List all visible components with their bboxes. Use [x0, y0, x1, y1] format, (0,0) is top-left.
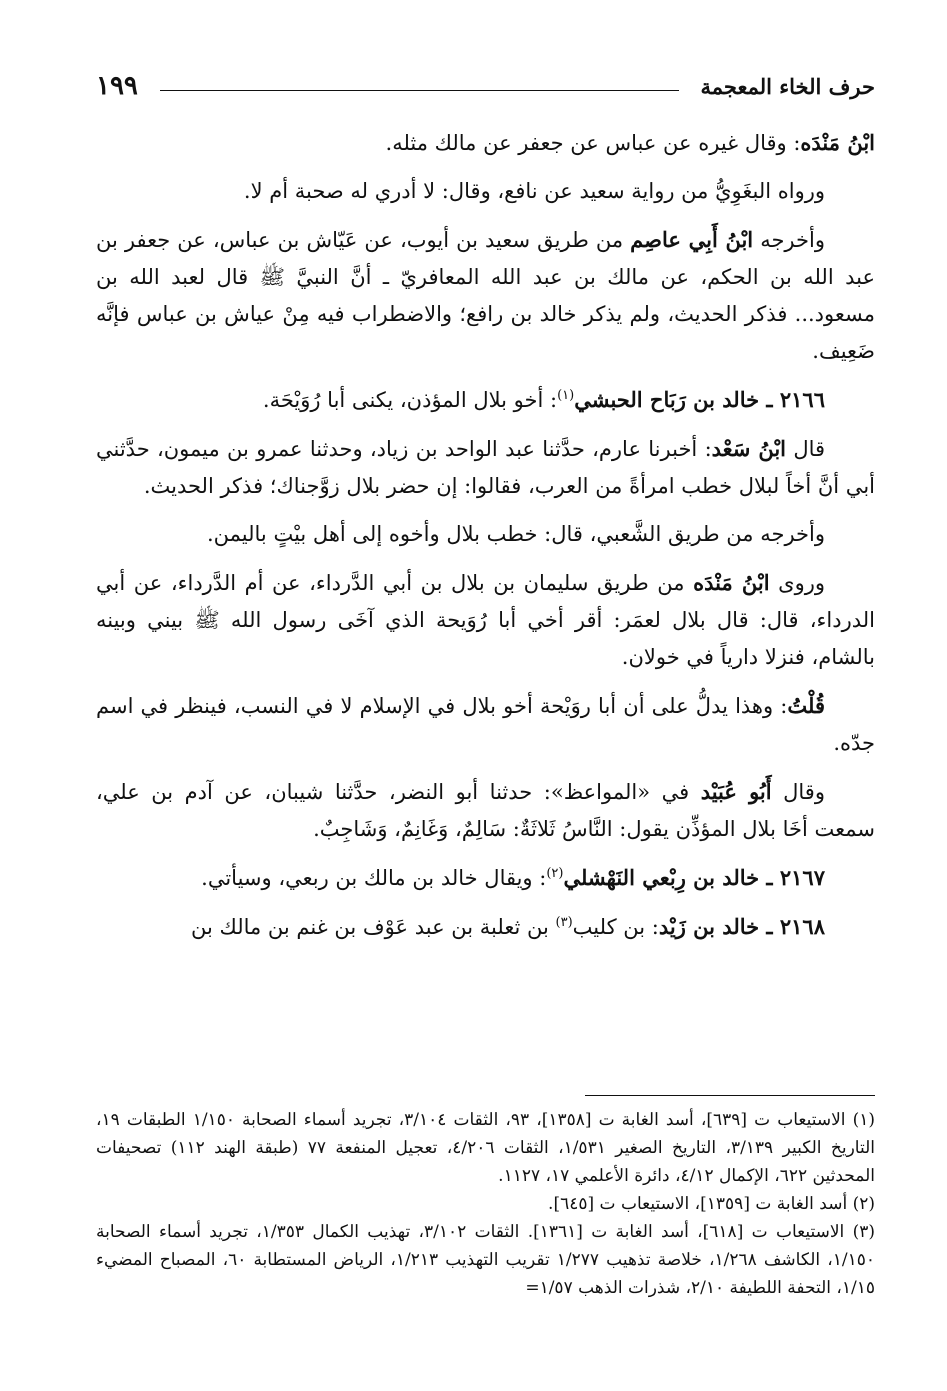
- paragraph-1: [96, 124, 875, 162]
- entry-2168: [96, 908, 875, 946]
- footnote-1: (١) الاستيعاب ت [٦٣٩]، أسد الغابة ت [١٣٥٨]، ٩٣، الثقات ٣/١٠٤، تجريد أسماء الصحابة ١/١٥٠ الطبقات ١٩، التاريخ الكبير ٣/١٣٩، التاريخ الصغير ١/٥٣١، الثقات ٤/٢٠٦، تعجيل المنفعة ٧٧ (طبقة الهند ١١٢) تصحيفات المحدثين ٦٢٢، الإكمال ٤/١٢، دائرة الأعلمي ١٧، ١١٢٧.: [96, 1110, 876, 1186]
- paragraph-text: وروى: [769, 571, 825, 595]
- page-number: ١٩٩: [96, 71, 138, 101]
- paragraph-text: : وهذا يدلُّ على أن أبا روَيْحة أخو بلال في الإسلام لا في النسب، فينظر في اسم جدّه.: [96, 694, 875, 755]
- footnote-separator: [585, 1095, 875, 1096]
- entry-text: : ويقال خالد بن مالك بن ربعي، وسيأتي.: [201, 866, 547, 890]
- footnote-2: (٢) أسد الغابة ت [١٣٥٩]، الاستيعاب ت [٦٤٥].: [548, 1194, 875, 1214]
- entry-2167: [96, 859, 875, 897]
- source-name: ابْنُ سَعْد: [711, 436, 787, 461]
- paragraph-2: ورواه البغَوِيُّ من رواية سعيد عن نافع، وقال: لا أدري له صحبة أم لا.: [243, 179, 825, 203]
- paragraph-text: في «المواعظ»: حدثنا أبو النضر، حدَّثنا شيبان، عن آدم بن علي، سمعت أخَا بلال المؤذِّن يقول: النَّاسُ ثَلاثَةٌ: سَالِمٌ، وَغَانِمٌ، وَشَاجِبٌ.: [96, 780, 875, 841]
- source-name: ابْنُ مَنْدَه: [693, 570, 770, 595]
- paragraph-text: : أخبرنا عارم، حدَّثنا عبد الواحد بن زياد، وحدثنا عمرو بن ميمون، حدَّثني أبي أنَّ أخاً لبلال خطب امرأةً من العرب، فقالوا: إن حضر بلال زوَّجناك؛ فذكر الحديث.: [96, 437, 875, 498]
- paragraph-7: [96, 564, 875, 676]
- paragraph-text: من طريق سعيد بن أيوب، عن عَيّاش بن عباس، عن جعفر بن عبد الله بن الحكم، عن مالك بن عبد الله المعافريّ ـ أنَّ النبيَّ ﷺ قال لعبد الله بن مسعود... فذكر الحديث، ولم يذكر خالد بن رافع؛ والاضطراب فيه مِنْ عياش بن عباس فإنَّه ضَعِيف.: [96, 228, 875, 363]
- paragraph-6: وأخرجه من طريق الشَّعبي، قال: خطب بلال وأخوه إلى أهل بيْتٍ باليمن.: [207, 522, 825, 546]
- source-name: أَبُو عُبَيْد: [700, 779, 772, 804]
- paragraph-5: [96, 430, 875, 505]
- main-text: [96, 124, 875, 957]
- header-rule: [160, 90, 679, 91]
- footnote-ref: (٣): [555, 915, 573, 930]
- footnote-ref: (١): [557, 388, 575, 403]
- entry-2166: [96, 381, 875, 419]
- source-name: ابْنُ مَنْدَه: [800, 130, 875, 155]
- paragraph-8: [96, 687, 875, 762]
- paragraph-9: [96, 773, 875, 848]
- source-name: قُلْتُ: [787, 693, 825, 718]
- chapter-title: حرف الخاء المعجمة: [700, 73, 875, 99]
- entry-text: : بن كليب: [572, 915, 659, 939]
- paragraph-text: قال: [786, 437, 826, 461]
- entry-text: : أخو بلال المؤذن، يكنى أبا رُوَيْحَة.: [262, 388, 558, 412]
- paragraph-3: [96, 221, 875, 370]
- paragraph-text: وقال: [771, 780, 825, 804]
- entry-title: ٢١٦٦ ـ خالد بن رَبَاح الحبشي: [574, 387, 825, 412]
- footnote-3: (٣) الاستيعاب ت [٦١٨]، أسد الغابة ت [١٣٦١]. الثقات ٣/١٠٢، تهذيب الكمال ١/٣٥٣، تجريد أسماء الصحابة ١/١٥٠، الكاشف ١/٢٦٨، خلاصة تذهيب ١/٢٧٧ تقريب التهذيب ١/٢١٣، الرياض المستطابة ٦٠، المصباح المضيء ١/١٥، التحفة اللطيفة ٢/١٠، شذرات الذهب ١/٥٧=: [96, 1222, 875, 1298]
- paragraph-text: وأخرجه: [753, 228, 825, 252]
- source-name: ابْنُ أَبِي عاصِم: [630, 227, 754, 252]
- running-header: [96, 66, 875, 106]
- entry-title: ٢١٦٨ ـ خالد بن زَيْد: [658, 914, 825, 939]
- entry-title: ٢١٦٧ ـ خالد بن رِبْعي النَهْشلي: [563, 865, 825, 890]
- paragraph-text: : وقال غيره عن عباس عن جعفر عن مالك مثله.: [385, 131, 801, 155]
- paragraph-text: من طريق سليمان بن بلال بن أبي الدَّرداء، عن أم الدَّرداء، عن أبي الدرداء، قال: قال بلال لعمَر: أقر أخي أبا رُوَيحة الذي آخَى رسول الله ﷺ بيني وبينه بالشام، فنزلا دارياً في خولان.: [96, 571, 875, 669]
- footnote-ref: (٢): [546, 866, 564, 881]
- entry-text: بن ثعلبة بن عبد عَوْف بن غنم بن مالك بن: [191, 915, 556, 939]
- footnotes: [96, 1106, 875, 1302]
